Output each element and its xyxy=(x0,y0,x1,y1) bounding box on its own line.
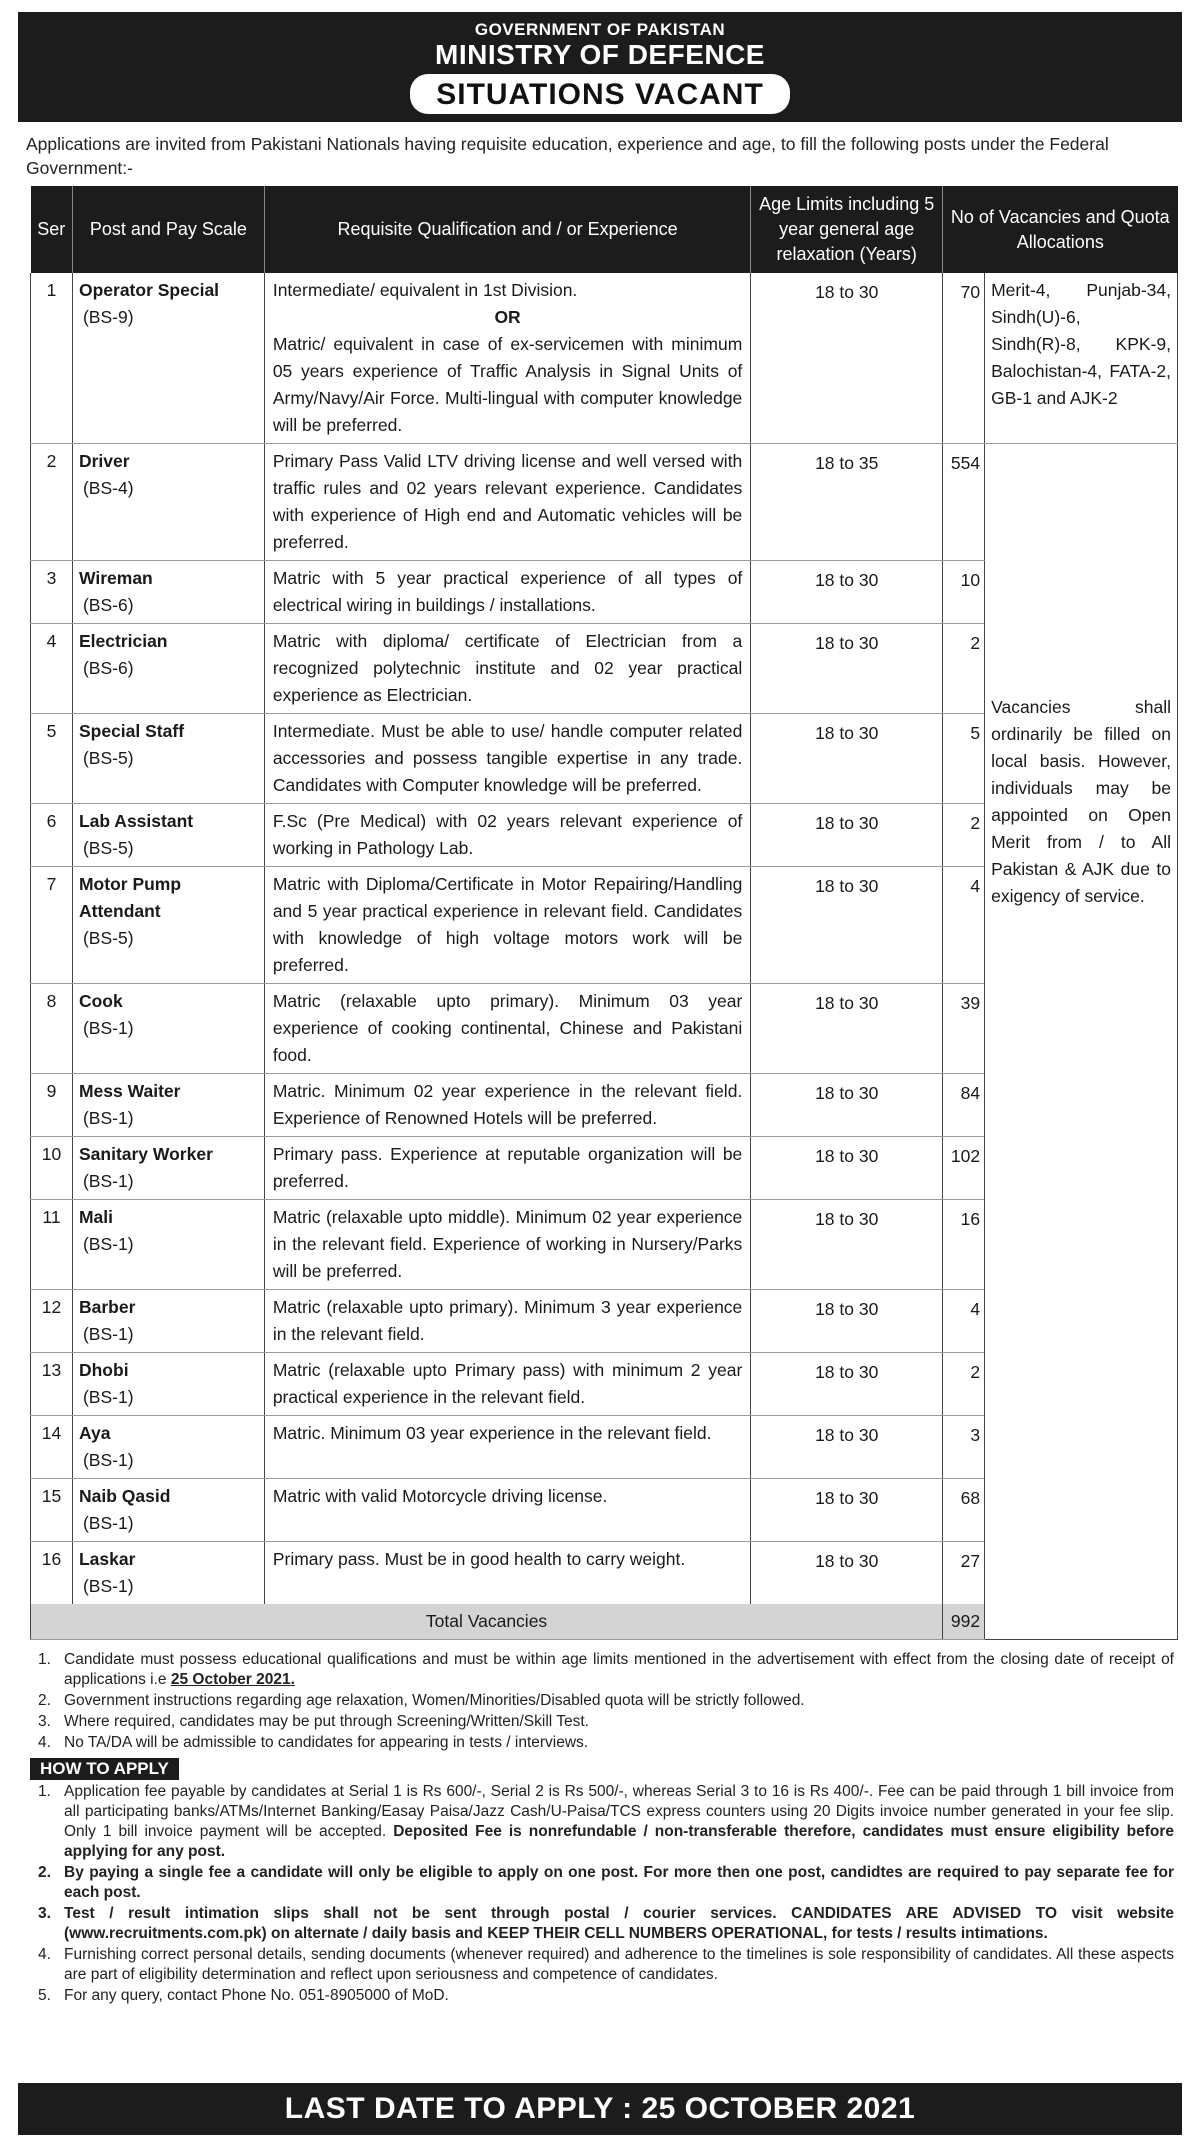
row-ser: 7 xyxy=(31,867,73,984)
row-post xyxy=(72,1290,264,1353)
apply-number: 4. xyxy=(38,1946,51,1963)
general-notes xyxy=(18,1640,1182,2006)
row-post xyxy=(72,624,264,714)
row-ser: 8 xyxy=(31,984,73,1074)
apply-text: Furnishing correct personal details, sending documents (whenever required) and adherence to the timelines is sole responsibility of candidates. All these aspects are part of eligibility determination and reflect upon seriousness and competence of candidates. xyxy=(64,1946,1174,1983)
row-qualification: Matric with 5 year practical experience of all types of electrical wiring in buildings / installations. xyxy=(264,561,750,624)
row-post xyxy=(72,561,264,624)
post-name: Motor Pump Attendant xyxy=(78,874,182,921)
row-ser: 11 xyxy=(31,1200,73,1290)
row-qualification: Matric (relaxable upto primary). Minimum 03 year experience of cooking continental, Chinese and Pakistani food. xyxy=(264,984,750,1074)
row-age: 18 to 30 xyxy=(751,867,943,984)
pay-scale: (BS-5) xyxy=(82,928,134,948)
row-qualification: Matric with diploma/ certificate of Electrician from a recognized polytechnic institute and 02 year practical experience as Electrician. xyxy=(264,624,750,714)
note-number: 3. xyxy=(38,1713,51,1730)
apply-item xyxy=(30,1945,1174,1985)
row-qualification: Matric. Minimum 02 year experience in the relevant field. Experience of Renowned Hotels will be preferred. xyxy=(264,1074,750,1137)
pay-scale: (BS-1) xyxy=(82,1576,134,1596)
row-age: 18 to 30 xyxy=(751,714,943,804)
post-name: Driver xyxy=(78,451,130,471)
row-vacancies: 39 xyxy=(943,984,985,1074)
row-age: 18 to 30 xyxy=(751,1074,943,1137)
row-ser: 5 xyxy=(31,714,73,804)
row-ser: 9 xyxy=(31,1074,73,1137)
last-date-banner: LAST DATE TO APPLY : 25 OCTOBER 2021 xyxy=(18,2083,1182,2135)
row-ser: 2 xyxy=(31,444,73,561)
row-post xyxy=(72,1479,264,1542)
apply-number: 1. xyxy=(38,1783,51,1800)
row-ser: 6 xyxy=(31,804,73,867)
apply-text xyxy=(64,1782,1174,1862)
pay-scale: (BS-1) xyxy=(82,1171,134,1191)
row-age: 18 to 30 xyxy=(751,1137,943,1200)
post-name: Electrician xyxy=(78,631,168,651)
row-post xyxy=(72,804,264,867)
pay-scale: (BS-6) xyxy=(82,595,134,615)
apply-text: By paying a single fee a candidate will only be eligible to apply on one post. For more then one post, candidtes are required to pay separate fee for each post. xyxy=(64,1864,1174,1901)
post-name: Sanitary Worker xyxy=(78,1144,213,1164)
row-ser: 4 xyxy=(31,624,73,714)
table-row xyxy=(31,273,1178,444)
pay-scale: (BS-1) xyxy=(82,1324,134,1344)
row-qualification: Matric (relaxable upto primary). Minimum 3 year experience in the relevant field. xyxy=(264,1290,750,1353)
post-name: Wireman xyxy=(78,568,153,588)
row-qualification xyxy=(264,273,750,444)
apply-number: 2. xyxy=(38,1864,51,1881)
government-title: GOVERNMENT OF PAKISTAN xyxy=(474,20,726,39)
note-item xyxy=(30,1712,1174,1732)
row-qualification: Matric with valid Motorcycle driving license. xyxy=(264,1479,750,1542)
qualification-alternate: Matric/ equivalent in case of ex-servicemen with minimum 05 years experience of Traffic Analysis in Signal Units of Army/Navy/Air Force. Multi-lingual with computer knowledge will be preferred. xyxy=(272,334,743,435)
header-qualification: Requisite Qualification and / or Experience xyxy=(264,186,750,273)
row-vacancies: 554 xyxy=(943,444,985,561)
pay-scale: (BS-1) xyxy=(82,1387,134,1407)
situations-vacant-title: SITUATIONS VACANT xyxy=(410,74,790,114)
qualification-or: OR xyxy=(494,307,521,327)
apply-item xyxy=(30,1863,1174,1903)
closing-date: 25 October 2021. xyxy=(170,1671,295,1688)
post-name: Mess Waiter xyxy=(78,1081,181,1101)
row-post xyxy=(72,984,264,1074)
row-qualification: F.Sc (Pre Medical) with 02 years relevant experience of working in Pathology Lab. xyxy=(264,804,750,867)
pay-scale: (BS-1) xyxy=(82,1234,134,1254)
vacancies-table xyxy=(30,186,1178,1640)
note-text: Government instructions regarding age relaxation, Women/Minorities/Disabled quota will be strictly followed. xyxy=(64,1692,805,1709)
how-to-apply-heading: HOW TO APPLY xyxy=(30,1758,179,1780)
note-number: 2. xyxy=(38,1692,51,1709)
row-vacancies: 70 xyxy=(943,273,985,444)
qualification-primary: Intermediate/ equivalent in 1st Division. xyxy=(272,280,578,300)
quota-allocations: Merit-4, Punjab-34, Sindh(U)-6, Sindh(R)-8, KPK-9, Balochistan-4, FATA-2, GB-1 and AJK-2 xyxy=(985,273,1178,444)
header-post-label: Post and Pay Scale xyxy=(89,219,247,239)
post-name: Dhobi xyxy=(78,1360,129,1380)
apply-item xyxy=(30,1986,1174,2006)
post-name: Cook xyxy=(78,991,123,1011)
row-vacancies: 3 xyxy=(943,1416,985,1479)
apply-text: For any query, contact Phone No. 051-8905000 of MoD. xyxy=(64,1987,449,2004)
pay-scale: (BS-5) xyxy=(82,748,134,768)
row-post xyxy=(72,867,264,984)
row-ser: 16 xyxy=(31,1542,73,1605)
row-qualification: Matric (relaxable upto Primary pass) with minimum 2 year practical experience in the relevant field. xyxy=(264,1353,750,1416)
local-basis-note: Vacancies shall ordinarily be filled on local basis. However, individuals may be appointed on Open Merit from / to All Pakistan & AJK due to exigency of service. xyxy=(985,444,1178,1605)
row-qualification: Primary pass. Experience at reputable organization will be preferred. xyxy=(264,1137,750,1200)
row-age: 18 to 35 xyxy=(751,444,943,561)
total-row xyxy=(31,1604,1178,1640)
row-vacancies: 27 xyxy=(943,1542,985,1605)
post-name: Barber xyxy=(78,1297,136,1317)
row-ser: 14 xyxy=(31,1416,73,1479)
header-banner xyxy=(18,12,1182,122)
row-post xyxy=(72,1542,264,1605)
row-age: 18 to 30 xyxy=(751,624,943,714)
post-name: Mali xyxy=(78,1207,114,1227)
pay-scale: (BS-5) xyxy=(82,838,134,858)
header-ser: Ser xyxy=(31,186,73,273)
row-qualification: Matric with Diploma/Certificate in Motor Repairing/Handling and 5 year practical experience in relevant field. Candidates with knowledge of high voltage motors work will be preferred. xyxy=(264,867,750,984)
apply-number: 5. xyxy=(38,1987,51,2004)
row-age: 18 to 30 xyxy=(751,1290,943,1353)
row-age: 18 to 30 xyxy=(751,1416,943,1479)
note-text xyxy=(64,1650,1174,1690)
row-age: 18 to 30 xyxy=(751,1353,943,1416)
row-ser: 13 xyxy=(31,1353,73,1416)
row-post xyxy=(72,1416,264,1479)
row-vacancies: 102 xyxy=(943,1137,985,1200)
row-age: 18 to 30 xyxy=(751,1479,943,1542)
row-post xyxy=(72,1074,264,1137)
row-age: 18 to 30 xyxy=(751,273,943,444)
header-post xyxy=(72,186,264,273)
ministry-title: MINISTRY OF DEFENCE xyxy=(435,39,765,70)
note-item xyxy=(30,1733,1174,1753)
row-vacancies: 5 xyxy=(943,714,985,804)
pay-scale: (BS-4) xyxy=(82,478,134,498)
row-ser: 1 xyxy=(31,273,73,444)
row-post xyxy=(72,714,264,804)
row-age: 18 to 30 xyxy=(751,804,943,867)
pay-scale: (BS-9) xyxy=(82,307,134,327)
total-label: Total Vacancies xyxy=(31,1604,943,1640)
pay-scale: (BS-1) xyxy=(82,1108,134,1128)
row-vacancies: 4 xyxy=(943,867,985,984)
post-name: Laskar xyxy=(78,1549,136,1569)
note-number: 1. xyxy=(38,1651,51,1668)
row-vacancies: 10 xyxy=(943,561,985,624)
total-value: 992 xyxy=(943,1604,985,1640)
apply-number: 3. xyxy=(38,1905,51,1922)
row-qualification: Matric. Minimum 03 year experience in the relevant field. xyxy=(264,1416,750,1479)
apply-item xyxy=(30,1904,1174,1944)
row-qualification: Intermediate. Must be able to use/ handle computer related accessories and possess tangible expertise in any trade. Candidates with Computer knowledge will be preferred. xyxy=(264,714,750,804)
row-ser: 12 xyxy=(31,1290,73,1353)
post-name: Aya xyxy=(78,1423,111,1443)
row-vacancies: 2 xyxy=(943,624,985,714)
row-post xyxy=(72,273,264,444)
row-post xyxy=(72,1353,264,1416)
apply-item xyxy=(30,1782,1174,1862)
apply-text: Test / result intimation slips shall not be sent through postal / courier services. CANDIDATES ARE ADVISED TO visit website (www.recruitments.com.pk) on alternate / daily basis and KEEP THEIR CELL NUMBERS OPERATIONAL, for tests / results intimations. xyxy=(64,1905,1174,1942)
note-number: 4. xyxy=(38,1734,51,1751)
post-name: Naib Qasid xyxy=(78,1486,171,1506)
row-ser: 10 xyxy=(31,1137,73,1200)
row-vacancies: 2 xyxy=(943,1353,985,1416)
row-qualification: Primary Pass Valid LTV driving license and well versed with traffic rules and 02 years relevant experience. Candidates with experience of High end and Automatic vehicles will be preferred. xyxy=(264,444,750,561)
row-post xyxy=(72,444,264,561)
header-age: Age Limits including 5 year general age relaxation (Years) xyxy=(751,186,943,273)
post-name: Operator Special xyxy=(78,280,220,300)
pay-scale: (BS-1) xyxy=(82,1450,134,1470)
pay-scale: (BS-1) xyxy=(82,1513,134,1533)
pay-scale: (BS-6) xyxy=(82,658,134,678)
row-vacancies: 84 xyxy=(943,1074,985,1137)
row-age: 18 to 30 xyxy=(751,984,943,1074)
row-ser: 3 xyxy=(31,561,73,624)
row-qualification: Primary pass. Must be in good health to carry weight. xyxy=(264,1542,750,1605)
row-ser: 15 xyxy=(31,1479,73,1542)
row-vacancies: 2 xyxy=(943,804,985,867)
header-vacancies: No of Vacancies and Quota Allocations xyxy=(943,186,1178,273)
post-name: Special Staff xyxy=(78,721,185,741)
row-age: 18 to 30 xyxy=(751,1542,943,1605)
note-item xyxy=(30,1650,1174,1690)
note-text: No TA/DA will be admissible to candidates for appearing in tests / interviews. xyxy=(64,1734,589,1751)
note-item xyxy=(30,1691,1174,1711)
table-header-row xyxy=(31,186,1178,273)
row-age: 18 to 30 xyxy=(751,561,943,624)
row-post xyxy=(72,1137,264,1200)
pay-scale: (BS-1) xyxy=(82,1018,134,1038)
row-vacancies: 16 xyxy=(943,1200,985,1290)
apply-text-main: Application fee payable by candidates at Serial 1 is Rs 600/-, Serial 2 is Rs 500/-, whereas Serial 3 to 16 is Rs 400/-. Fee can be paid through 1 bill invoice from all participating banks/ATMs/Internet Banking/Easay Paisa/Jazz Cash/U-Paisa/TCS express counters using 20 Digits invoice number generated in your fee slip. Only 1 bill invoice payment will be accepted. xyxy=(64,1783,1174,1840)
row-qualification: Matric (relaxable upto middle). Minimum 02 year experience in the relevant field. Experience of working in Nursery/Parks will be preferred. xyxy=(264,1200,750,1290)
note-text-main: Candidate must possess educational qualifications and must be within age limits mentioned in the advertisement with effect from the closing date of receipt of applications i.e xyxy=(64,1651,1174,1688)
note-text: Where required, candidates may be put through Screening/Written/Skill Test. xyxy=(64,1713,589,1730)
table-row xyxy=(31,444,1178,561)
row-vacancies: 68 xyxy=(943,1479,985,1542)
row-vacancies: 4 xyxy=(943,1290,985,1353)
row-post xyxy=(72,1200,264,1290)
total-blank-cell xyxy=(985,1604,1178,1640)
post-name: Lab Assistant xyxy=(78,811,194,831)
intro-paragraph: Applications are invited from Pakistani Nationals having requisite education, experience and age, to fill the following posts under the Federal Government:- xyxy=(26,134,1109,178)
apply-text-bold: Deposited Fee is nonrefundable / non-transferable therefore, candidates must ensure eligibility before applying for any post. xyxy=(64,1823,1174,1860)
row-age: 18 to 30 xyxy=(751,1200,943,1290)
